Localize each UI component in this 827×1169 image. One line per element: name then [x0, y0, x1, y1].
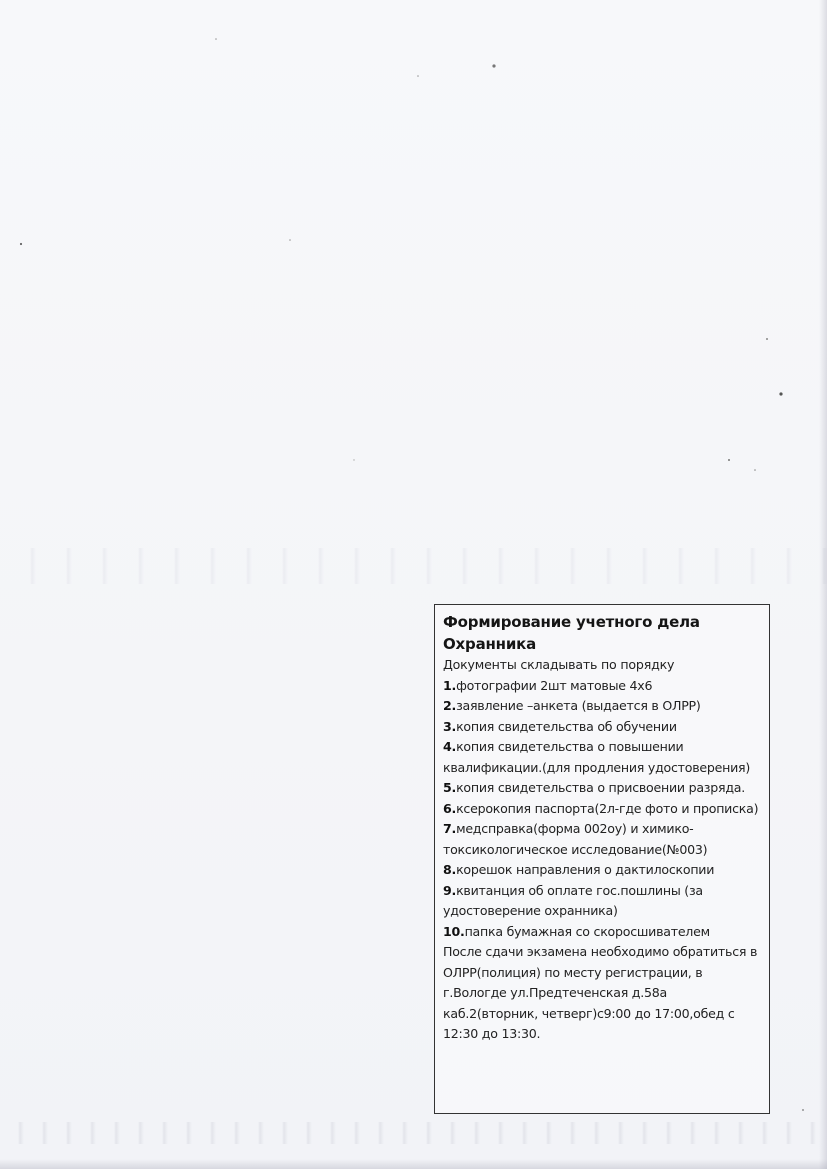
item-text: корешок направления о дактилоскопии: [456, 862, 715, 877]
item-text: копия свидетельства о присвоении разряда.: [456, 780, 746, 795]
item-number: 7.: [443, 821, 457, 836]
item-text: ксерокопия паспорта(2л-где фото и прописка): [456, 800, 759, 816]
item-text: заявление –анкета (выдается в ОЛРР): [456, 698, 701, 713]
scan-artifact-band: [0, 548, 827, 584]
item-text: квитанция об оплате гос.пошлины (за удостоверение охранника): [443, 882, 703, 918]
list-item: [443, 860, 763, 881]
item-number: 3.: [443, 718, 457, 734]
list-item: [443, 799, 763, 820]
notice-title: [443, 611, 763, 655]
notice-title-line2: Охранника: [443, 635, 537, 653]
list-item: [443, 737, 763, 778]
item-number: 1.: [443, 677, 457, 693]
item-text: папка бумажная со скоросшивателем: [464, 923, 710, 939]
after-exam-instructions: После сдачи экзамена необходимо обратиться в ОЛРР(полиция) по месту регистрации, в г.Вологде ул.Предтеченская д.58а каб.2(вторник, четверг)с9:00 до 17:00,обед с 12:30 до 13:30.: [443, 944, 758, 1041]
page-edge-shadow-bottom: [0, 1159, 827, 1169]
list-item: [443, 778, 763, 799]
item-number: 10.: [443, 923, 465, 939]
item-number: 4.: [443, 739, 457, 754]
list-item: [443, 676, 763, 697]
list-item: [443, 717, 763, 738]
document-list: [443, 676, 763, 943]
item-text: фотографии 2шт матовые 4х6: [456, 677, 653, 693]
list-item: [443, 922, 763, 943]
item-text: медсправка(форма 002оу) и химико-токсикологическое исследование(№003): [443, 821, 708, 857]
item-number: 6.: [443, 800, 457, 816]
list-item: [443, 696, 763, 717]
notice-intro: Документы складывать по порядку: [443, 657, 675, 672]
item-text: копия свидетельства о повышении квалификации.(для продления удостоверения): [443, 739, 751, 775]
item-number: 2.: [443, 698, 457, 713]
page-edge-shadow-right: [819, 0, 827, 1169]
list-item: [443, 819, 763, 860]
item-number: 9.: [443, 882, 457, 898]
notice-title-line1: Формирование учетного дела: [443, 613, 700, 631]
item-number: 5.: [443, 780, 457, 795]
notice-box: [434, 604, 770, 1114]
list-item: [443, 881, 763, 922]
item-text: копия свидетельства об обучении: [456, 718, 677, 734]
scan-artifact-band-bottom: [0, 1122, 827, 1144]
item-number: 8.: [443, 862, 457, 877]
